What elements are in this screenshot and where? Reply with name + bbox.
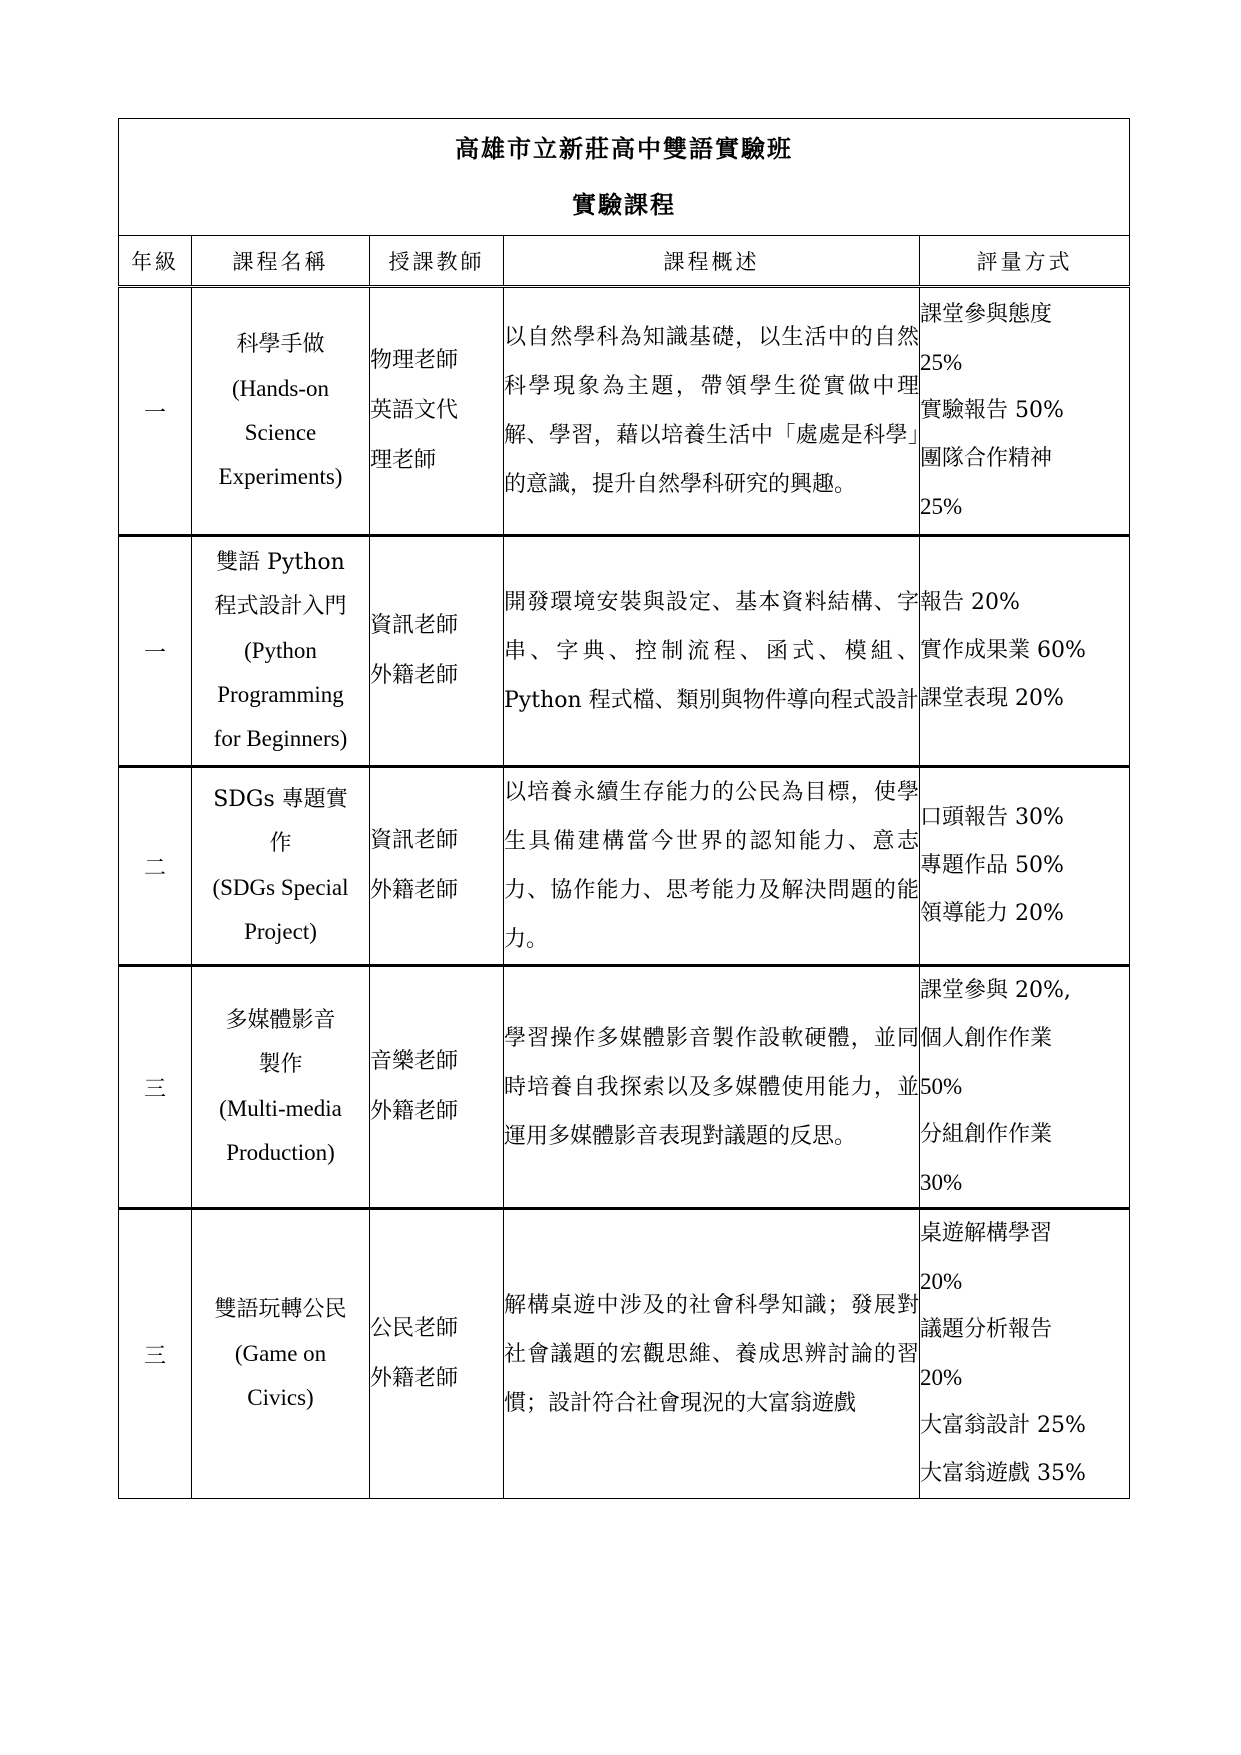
assessment-line: 專題作品 50% bbox=[920, 853, 1064, 878]
teacher-cell bbox=[370, 287, 504, 536]
teacher-line: 外籍老師 bbox=[370, 1099, 459, 1124]
assessment-line: 報告 20% bbox=[920, 590, 1020, 615]
assessment-line: 20% bbox=[920, 1269, 963, 1294]
assessment-line: 大富翁設計 25% bbox=[920, 1413, 1086, 1438]
assessment-line: 議題分析報告 bbox=[920, 1317, 1053, 1342]
grade-cell: 三 bbox=[119, 1209, 192, 1499]
course-name-line: 雙語玩轉公民 bbox=[214, 1297, 347, 1322]
assessment-line: 大富翁遊戲 35% bbox=[920, 1461, 1086, 1486]
assessment-line: 實作成果業 60% bbox=[920, 638, 1086, 663]
page-title: 高雄市立新莊高中雙語實驗班 bbox=[455, 134, 793, 163]
assessment-cell bbox=[920, 1209, 1130, 1499]
grade-cell: 三 bbox=[119, 966, 192, 1209]
teacher-cell bbox=[370, 536, 504, 767]
assessment-line: 領導能力 20% bbox=[920, 901, 1064, 926]
grade-cell: 一 bbox=[119, 287, 192, 536]
course-name-cell bbox=[192, 767, 370, 966]
header-course-name: 課程名稱 bbox=[192, 236, 370, 287]
course-name-line: Programming bbox=[217, 682, 344, 707]
teacher-line: 外籍老師 bbox=[370, 663, 459, 688]
course-name-line: Science bbox=[244, 420, 317, 445]
teacher-line: 英語文代 bbox=[370, 398, 459, 423]
assessment-cell bbox=[920, 966, 1130, 1209]
course-name-line: 雙語 Python bbox=[216, 550, 345, 575]
teacher-line: 公民老師 bbox=[370, 1316, 459, 1341]
title-cell bbox=[119, 119, 1130, 236]
assessment-line: 25% bbox=[920, 494, 963, 519]
grade-cell: 一 bbox=[119, 536, 192, 767]
course-name-cell bbox=[192, 536, 370, 767]
table-row bbox=[119, 536, 1130, 767]
course-name-line: 作 bbox=[269, 831, 292, 856]
teacher-line: 物理老師 bbox=[370, 348, 459, 373]
title-row bbox=[119, 119, 1130, 236]
header-teacher: 授課教師 bbox=[370, 236, 504, 287]
course-name-line: Project) bbox=[244, 919, 317, 944]
course-name-line: 程式設計入門 bbox=[214, 594, 347, 619]
course-name-line: 製作 bbox=[258, 1052, 303, 1077]
assessment-cell bbox=[920, 287, 1130, 536]
grade-cell: 二 bbox=[119, 767, 192, 966]
description-cell: 開發環境安裝與設定、基本資料結構、字串、字典、控制流程、函式、模組、Python 程式檔、類別與物件導向程式設計 bbox=[504, 536, 920, 767]
course-name-line: (SDGs Special bbox=[212, 875, 349, 900]
assessment-line: 實驗報告 50% bbox=[920, 398, 1064, 423]
teacher-cell bbox=[370, 767, 504, 966]
course-name-line: (Python bbox=[244, 638, 317, 663]
teacher-line: 外籍老師 bbox=[370, 878, 459, 903]
curriculum-table bbox=[118, 118, 1130, 1499]
teacher-line: 資訊老師 bbox=[370, 828, 459, 853]
header-row bbox=[119, 236, 1130, 287]
course-name-line: 科學手做 bbox=[236, 332, 325, 357]
teacher-cell bbox=[370, 966, 504, 1209]
course-name-line: 多媒體影音 bbox=[225, 1008, 336, 1033]
description-cell: 學習操作多媒體影音製作設軟硬體，並同時培養自我探索以及多媒體使用能力，並運用多媒體影音表現對議題的反思。 bbox=[504, 966, 920, 1209]
table-row bbox=[119, 767, 1130, 966]
assessment-line: 桌遊解構學習 bbox=[920, 1221, 1053, 1246]
assessment-line: 團隊合作精神 bbox=[920, 446, 1053, 471]
assessment-cell bbox=[920, 536, 1130, 767]
assessment-line: 分組創作作業 bbox=[920, 1122, 1053, 1147]
course-name-line: Civics) bbox=[247, 1385, 314, 1410]
teacher-cell bbox=[370, 1209, 504, 1499]
page-subtitle: 實驗課程 bbox=[572, 190, 676, 219]
header-description: 課程概述 bbox=[504, 236, 920, 287]
table-row bbox=[119, 966, 1130, 1209]
table-row bbox=[119, 1209, 1130, 1499]
assessment-line: 50% bbox=[920, 1074, 963, 1099]
teacher-line: 資訊老師 bbox=[370, 613, 459, 638]
description-cell: 以自然學科為知識基礎，以生活中的自然科學現象為主題，帶領學生從實做中理解、學習，藉以培養生活中「處處是科學」的意識，提升自然學科研究的興趣。 bbox=[504, 287, 920, 536]
assessment-line: 25% bbox=[920, 350, 963, 375]
assessment-line: 個人創作作業 bbox=[920, 1026, 1053, 1051]
description-cell: 解構桌遊中涉及的社會科學知識；發展對社會議題的宏觀思維、養成思辨討論的習慣；設計符合社會現況的大富翁遊戲 bbox=[504, 1209, 920, 1499]
teacher-line: 外籍老師 bbox=[370, 1366, 459, 1391]
assessment-line: 課堂參與態度 bbox=[920, 302, 1053, 327]
teacher-line: 理老師 bbox=[370, 448, 437, 473]
course-name-line: (Multi-media bbox=[219, 1096, 342, 1121]
course-name-cell bbox=[192, 287, 370, 536]
course-name-cell bbox=[192, 966, 370, 1209]
assessment-line: 20% bbox=[920, 1365, 963, 1390]
course-name-line: for Beginners) bbox=[213, 726, 348, 751]
course-name-line: SDGs 專題實 bbox=[213, 787, 348, 812]
table-row bbox=[119, 287, 1130, 536]
assessment-line: 課堂表現 20% bbox=[920, 686, 1064, 711]
course-name-line: (Game on bbox=[234, 1341, 327, 1366]
teacher-line: 音樂老師 bbox=[370, 1049, 459, 1074]
course-name-line: Experiments) bbox=[218, 464, 343, 489]
course-name-line: (Hands-on bbox=[231, 376, 330, 401]
header-grade: 年級 bbox=[119, 236, 192, 287]
header-assessment: 評量方式 bbox=[920, 236, 1130, 287]
course-name-cell bbox=[192, 1209, 370, 1499]
assessment-line: 30% bbox=[920, 1170, 963, 1195]
course-name-line: Production) bbox=[226, 1140, 335, 1165]
assessment-line: 口頭報告 30% bbox=[920, 805, 1064, 830]
description-cell: 以培養永續生存能力的公民為目標，使學生具備建構當今世界的認知能力、意志力、協作能力、思考能力及解決問題的能力。 bbox=[504, 767, 920, 966]
assessment-cell bbox=[920, 767, 1130, 966]
assessment-line: 課堂參與 20%, bbox=[920, 978, 1071, 1003]
